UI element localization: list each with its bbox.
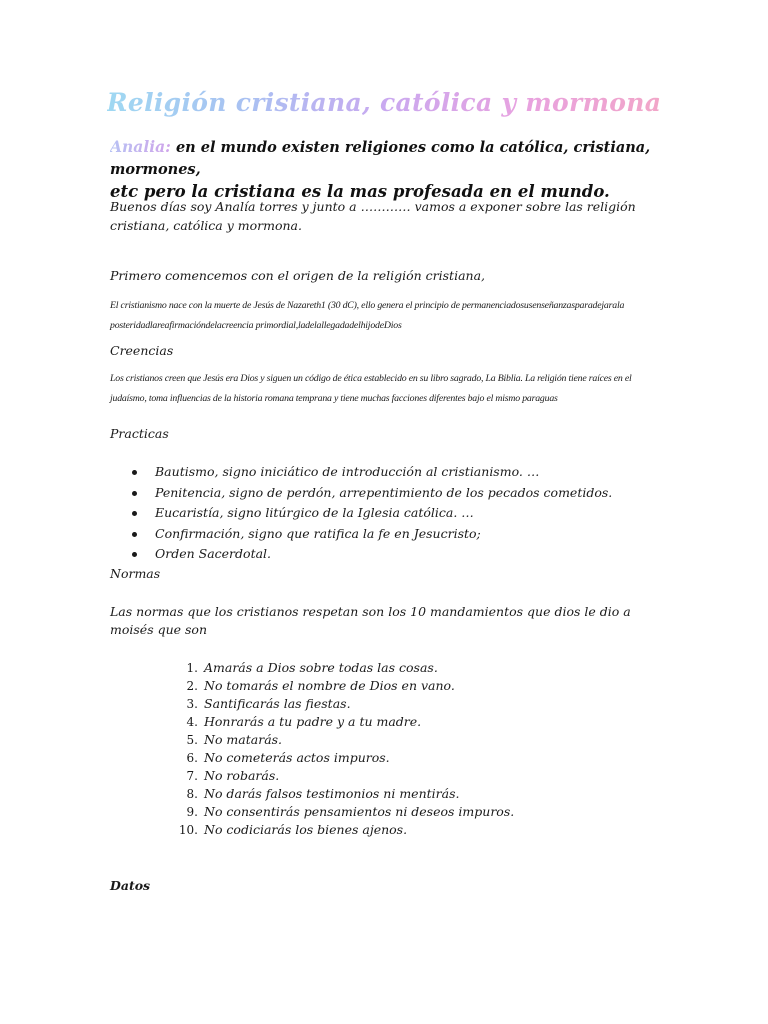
creencias-text xyxy=(110,369,655,409)
origin-text-line-2: posteridadlareafirmacióndelacreencia primordial,ladelallegadadelhijodeDios xyxy=(110,320,402,331)
bullet-icon xyxy=(132,491,137,496)
list-item: 4. Honrarás a tu padre y a tu madre. xyxy=(186,714,422,729)
bullet-icon xyxy=(132,552,137,557)
practicas-list xyxy=(110,462,612,565)
list-item: 7. No robarás. xyxy=(186,768,280,783)
creencias-heading: Creencias xyxy=(110,343,174,358)
list-item: 9. No consentirás pensamientos ni deseos impuros. xyxy=(186,804,515,819)
list-item: 8. No darás falsos testimonios ni mentirás. xyxy=(186,786,460,801)
list-item: 5. No matarás. xyxy=(186,732,283,747)
normas-heading: Normas xyxy=(110,566,161,581)
bullet-icon xyxy=(132,511,137,516)
intro-paragraph xyxy=(110,136,670,204)
list-item: Eucaristía, signo litúrgico de la Iglesia católica. … xyxy=(110,503,612,524)
normas-paragraph: Las normas que los cristianos respetan son los 10 mandamientos que dios le dio a moisés que son xyxy=(110,604,631,637)
origin-text xyxy=(110,296,655,336)
list-item: 2. No tomarás el nombre de Dios en vano. xyxy=(186,678,455,693)
creencias-text-line-1: Los cristianos creen que Jesús era Dios y siguen un código de ética establecido en su libro sagrado, La Biblia. La religión tiene raíces en el xyxy=(110,373,632,384)
datos-heading: Datos xyxy=(110,878,151,893)
intro-line-2: etc pero la cristiana es la mas profesada en el mundo. xyxy=(110,182,610,201)
bullet-icon xyxy=(132,470,137,475)
list-item: 6. No cometerás actos impuros. xyxy=(186,750,390,765)
list-item: 1. Amarás a Dios sobre todas las cosas. xyxy=(186,660,438,675)
list-item: 10. No codiciarás los bienes ajenos. xyxy=(178,822,408,837)
document-title: Religión cristiana, católica y mormona xyxy=(106,88,662,117)
mandamientos-list xyxy=(160,659,514,839)
list-item: Orden Sacerdotal. xyxy=(110,544,612,565)
list-item: Penitencia, signo de perdón, arrepentimiento de los pecados cometidos. xyxy=(110,483,612,504)
creencias-text-line-2: judaísmo, toma influencias de la historia romana temprana y tiene muchas facciones diferentes bajo el mismo paraguas xyxy=(110,393,558,404)
welcome-paragraph: Buenos días soy Analía torres y junto a ………… vamos a exponer sobre las religión cristiana, católica y mormona. xyxy=(110,199,636,233)
origin-heading: Primero comencemos con el origen de la religión cristiana, xyxy=(110,268,485,283)
practicas-heading: Practicas xyxy=(110,426,169,441)
list-item: Confirmación, signo que ratifica la fe en Jesucristo; xyxy=(110,524,612,545)
intro-lead: Analia: xyxy=(110,137,171,156)
list-item: Bautismo, signo iniciático de introducción al cristianismo. … xyxy=(110,462,612,483)
list-item: 3. Santificarás las fiestas. xyxy=(186,696,351,711)
origin-text-line-1: El cristianismo nace con la muerte de Jesús de Nazareth1 (30 dC), ello genera el principio de permanenciadosusenseñanzasparadejarala xyxy=(110,300,625,311)
intro-line-1: en el mundo existen religiones como la católica, cristiana, mormones, xyxy=(110,139,651,178)
bullet-icon xyxy=(132,532,137,537)
